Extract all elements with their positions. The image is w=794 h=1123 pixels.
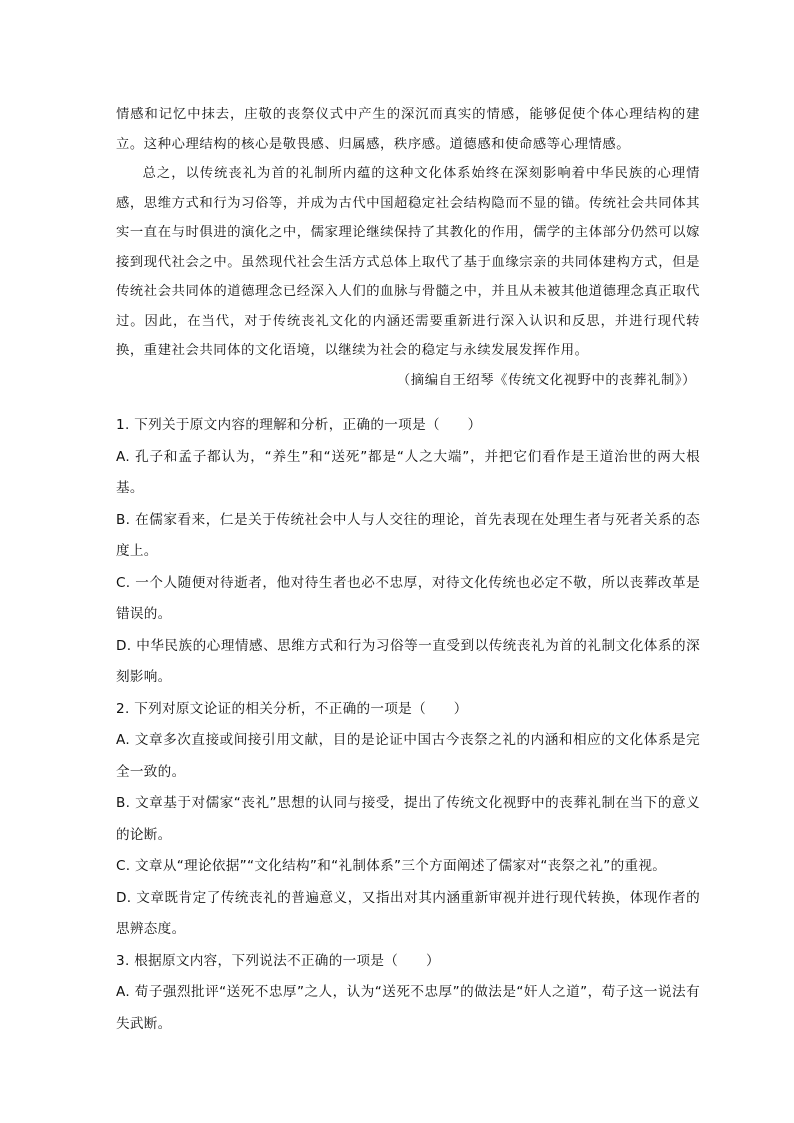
question-1-stem: 1. 下列关于原文内容的理解和分析，正确的一项是（ ） — [116, 417, 482, 433]
question-2-option-a: A. 文章多次直接或间接引用文献，目的是论证中国古今丧祭之礼的内涵和相应的文化体系是完全一致的。 — [116, 732, 700, 780]
question-1-option-a: A. 孔子和孟子都认为，“养生”和“送死”都是“人之大端”，并把它们看作是王道治世的两大根基。 — [116, 448, 700, 496]
question-1-option-d: D. 中华民族的心理情感、思维方式和行为习俗等一直受到以传统丧礼为首的礼制文化体系的深刻影响。 — [116, 637, 700, 685]
question-2-option-b: B. 文章基于对儒家“丧礼”思想的认同与接受，提出了传统文化视野中的丧葬礼制在当下的意义的论断。 — [116, 795, 700, 843]
passage-citation: （摘编自王绍琴《传统文化视野中的丧葬礼制》） — [396, 372, 696, 388]
reading-passage — [116, 100, 700, 395]
question-2-option-d: D. 文章既肯定了传统丧礼的普遍意义，又指出对其内涵重新审视并进行现代转换，体现作者的思辨态度。 — [116, 889, 700, 937]
question-1 — [116, 410, 700, 694]
question-3-option-a: A. 荀子强烈批评“送死不忠厚”之人，认为“送死不忠厚”的做法是“奸人之道”，荀子这一说法有失武断。 — [116, 984, 700, 1032]
question-2 — [116, 694, 700, 946]
question-2-option-c: C. 文章从“理论依据”“文化结构”和“礼制体系”三个方面阐述了儒家对“丧祭之礼”的重视。 — [116, 858, 667, 874]
question-2-stem: 2. 下列对原文论证的相关分析，不正确的一项是（ ） — [116, 700, 468, 717]
question-3-stem: 3. 根据原文内容，下列说法不正确的一项是（ ） — [116, 952, 440, 969]
passage-paragraph-2: 总之，以传统丧礼为首的礼制所内蕴的这种文化体系始终在深刻影响着中华民族的心理情感，思维方式和行为习俗等，并成为古代中国超稳定社会结构隐而不显的锚。传统社会共同体其实一直在与时俱进的演化之中，儒家理论继续保持了其教化的作用，儒学的主体部分仍然可以嫁接到现代社会之中。虽然现代社会生活方式总体上取代了基于血缘宗亲的共同体建构方式，但是传统社会共同体的道德理念已经深入人们的血脉与骨髓之中，并且从未被其他道德理念真正取代过。因此，在当代，对于传统丧礼文化的内涵还需要重新进行深入认识和反思，并进行现代转换，重建社会共同体的文化语境，以继续为社会的稳定与永续发展发挥作用。 — [116, 166, 700, 358]
question-1-option-b: B. 在儒家看来，仁是关于传统社会中人与人交往的理论，首先表现在处理生者与死者关系的态度上。 — [116, 511, 700, 559]
question-1-option-c: C. 一个人随便对待逝者，他对待生者也必不忠厚，对待文化传统也必定不敬，所以丧葬改革是错误的。 — [116, 574, 700, 622]
question-list — [116, 410, 700, 1040]
passage-paragraph-1: 情感和记忆中抹去，庄敬的丧祭仪式中产生的深沉而真实的情感，能够促使个体心理结构的建立。这种心理结构的核心是敬畏感、归属感，秩序感。道德感和使命感等心理情感。 — [116, 107, 700, 152]
question-3 — [116, 946, 700, 1041]
